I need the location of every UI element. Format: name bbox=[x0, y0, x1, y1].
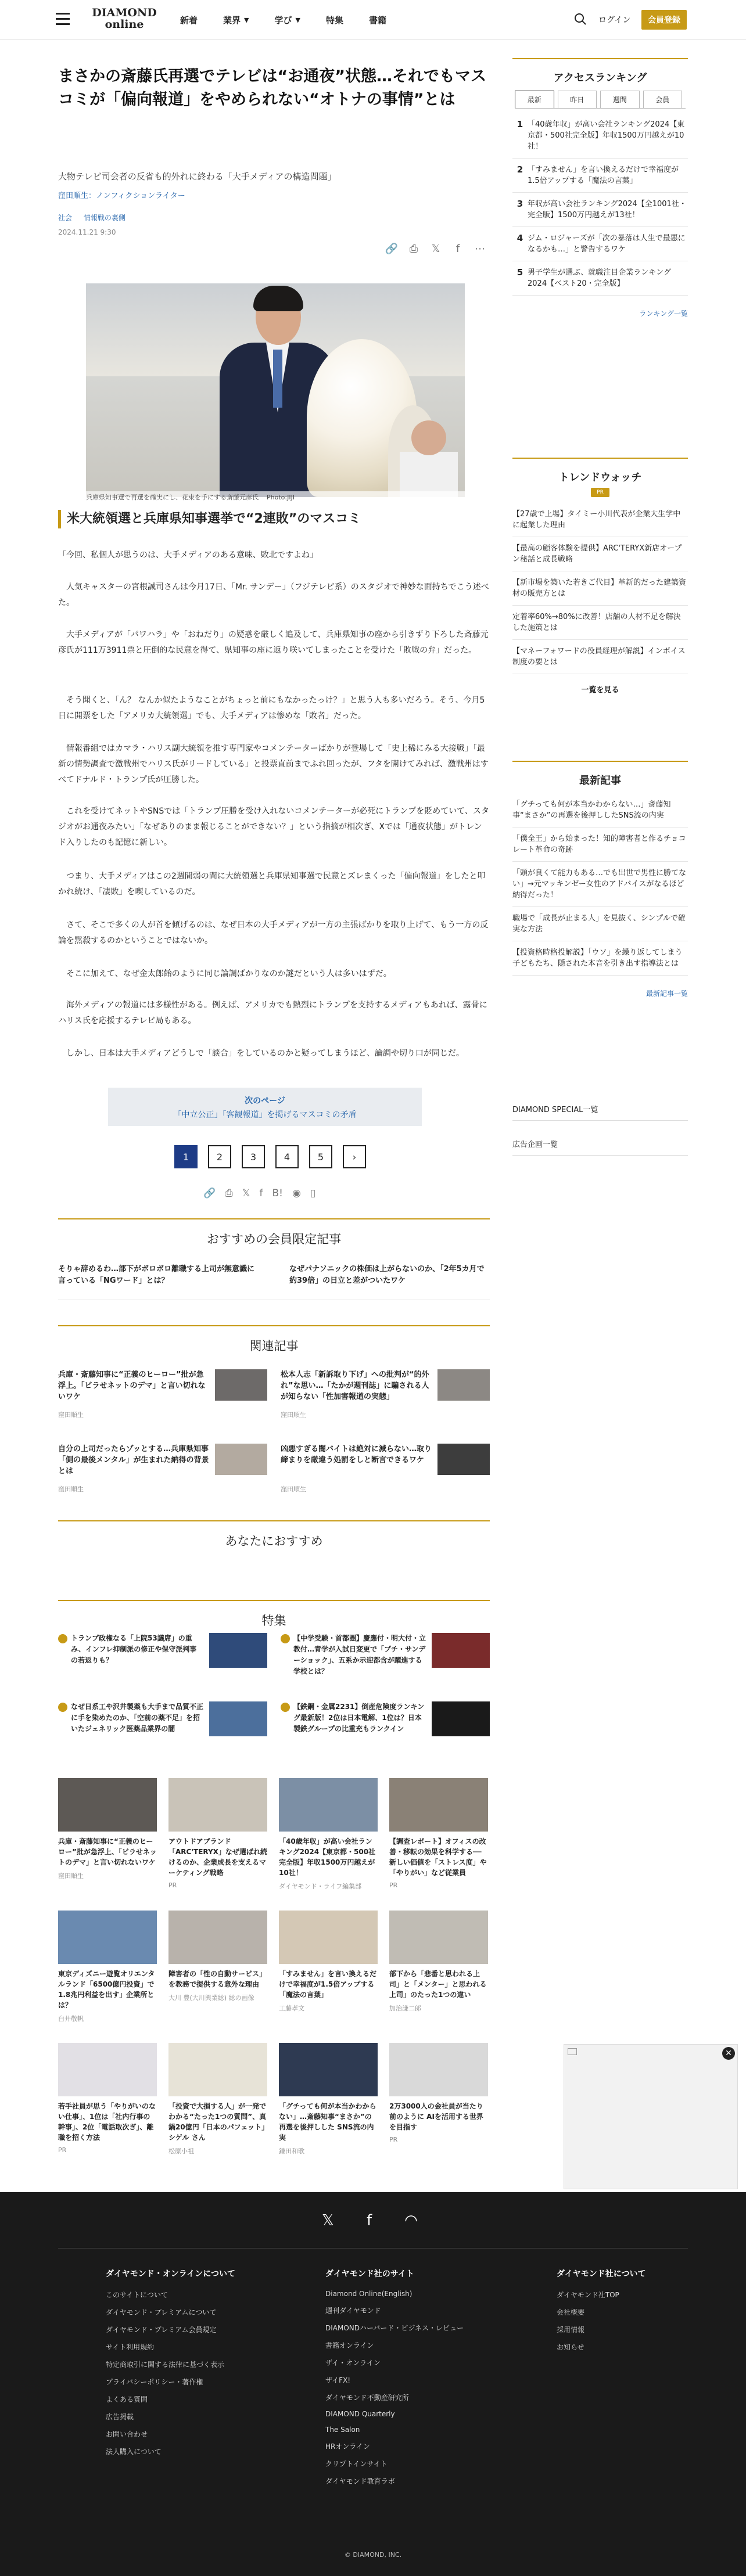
site-header bbox=[0, 0, 746, 39]
nav-item-industry[interactable]: 業界 ▼ bbox=[223, 15, 249, 26]
x-icon[interactable]: 𝕏 bbox=[242, 1188, 250, 1199]
trend-more-button[interactable]: 一覧を見る bbox=[581, 686, 619, 695]
trend-item[interactable]: 定着率60%→80%に改善！店舗の人材不足を解決した施策とは bbox=[512, 606, 688, 640]
paragraph: 大手メディアが「パワハラ」や「おねだり」の疑惑を厳しく追及して、兵庫県知事の座から引きずり下ろした斎藤元彦氏が111万3911票と圧倒的な民意を得て、県知事の座に返り咲いてしまったことを受けた「敗戦の弁」だった。 bbox=[58, 630, 489, 655]
print-icon[interactable]: ⎙ bbox=[225, 1188, 233, 1199]
category-link[interactable]: 情報戦の裏側 bbox=[83, 214, 125, 222]
article-photo bbox=[86, 283, 465, 497]
footer-link[interactable]: DIAMOND Quarterly bbox=[325, 2410, 395, 2418]
related-item[interactable]: 松本人志「新訴取り下げ」への批判が“的外れ”な思い…「たかが週刊誌」に騙される人が知らない「性加害報道の実態」 窪田順生 bbox=[281, 1369, 490, 1416]
ad-banner[interactable] bbox=[564, 2044, 738, 2189]
ranking-item[interactable]: 1 「40歳年収」が高い会社ランキング2024【東京都・500社完全版】年収1500万円越えが10社！ bbox=[512, 113, 688, 159]
footer-link[interactable]: プライバシーポリシー・著作権 bbox=[106, 2378, 203, 2386]
line-icon[interactable]: ◉ bbox=[292, 1188, 301, 1199]
paragraph: 海外メディアの報道には多様性がある。例えば、アメリカでも熱烈にトランプを支持するメディアもあれば、露骨にハリス氏を応援するテレビ局もある。 bbox=[58, 1001, 487, 1026]
paragraph: さて、そこで多くの人が首を傾げるのは、なぜ日本の大手メディアが一方の主張ばかりを取り上げて、もう一方の反論を黙殺するのかということではないか。 bbox=[58, 920, 489, 945]
grid-card[interactable]: 【調査レポート】オフィスの改善・移転の効果を科学する──新しい価値を「ストレス度」や「やりがい」など従業員 PR bbox=[389, 1778, 488, 1889]
ads-list-link[interactable]: 広告企画一覧 bbox=[512, 1138, 688, 1156]
grid-card[interactable]: 2万3000人の金社員が当たり前のように AIを活用する世界を目指す PR bbox=[389, 2043, 488, 2143]
footer-link[interactable]: HRオンライン bbox=[325, 2442, 371, 2451]
print-icon[interactable]: ⎙ bbox=[409, 243, 418, 255]
close-icon[interactable]: ✕ bbox=[722, 2047, 735, 2060]
footer-link[interactable]: ダイヤモンド不動産研究所 bbox=[325, 2394, 409, 2402]
paragraph: つまり、大手メディアはこの2週間弱の間に大統領選と兵庫県知事選で民意とズレまくった「偏向報道」をしたと叩かれ続け、「凄敗」を喫しているのだ。 bbox=[58, 872, 486, 897]
page-3-button[interactable]: 3 bbox=[242, 1145, 265, 1168]
footer-link[interactable]: 特定商取引に関する法律に基づく表示 bbox=[106, 2361, 225, 2369]
footer-col-sites: ダイヤモンド社のサイト Diamond Online(English) 週刊ダイヤモンド DIAMONDハーバード・ビジネス・レビュー 書籍オンライン ザイ・オンライン ザイFX! ダイヤモンド不動産研究所 DIAMOND Quarterly The Salon HRオンライン クリプトインサイト ダイヤモンド教育ラボ bbox=[325, 2269, 464, 2485]
footer-link[interactable]: ダイヤモンド・プレミアム会員規定 bbox=[106, 2326, 217, 2334]
chevron-down-icon: ▼ bbox=[295, 16, 300, 24]
footer-link[interactable]: このサイトについて bbox=[106, 2291, 168, 2299]
footer-col-company: ダイヤモンド社について ダイヤモンド社TOP 会社概要 採用情報 お知らせ bbox=[557, 2269, 646, 2351]
trend-item[interactable]: 【27歳で上場】タイミー小川代表が企業大生学中に起業した理由 bbox=[512, 503, 688, 537]
grid-card[interactable]: 部下から「悲番と思われる上司」と「メンター」と思われる上司」のたった1つの違い 加治謙二郎 bbox=[389, 1911, 488, 2013]
paragraph: そこに加えて、なぜ金太郎飴のように同じ論調ばかりなのか謎だという人は多いはずだ。 bbox=[66, 969, 392, 978]
social-links bbox=[322, 2212, 418, 2229]
tab-latest[interactable]: 最新 bbox=[515, 91, 554, 108]
trend-item[interactable]: 【新市場を築いた若きご代目】革新的だった建築資材の販売方とは bbox=[512, 571, 688, 606]
footer-link[interactable]: ダイヤモンド・プレミアムについて bbox=[106, 2308, 217, 2316]
global-nav bbox=[180, 14, 412, 26]
pr-badge: PR bbox=[591, 488, 609, 497]
menu-icon[interactable] bbox=[56, 13, 70, 26]
category-link[interactable]: 社会 bbox=[58, 214, 73, 222]
tokushu-item[interactable]: 【鉄鋼・金属2231】倒産危険度ランキング最新版！2位は日本電解、1位は？日本製鉄グループの比重充もランクイン bbox=[281, 1701, 490, 1754]
recommend-item[interactable]: なぜパナソニックの株価は上がらないのか、「2年5カ月で約39倍」の日立と差がついたワケ bbox=[289, 1265, 485, 1285]
page-1-button[interactable]: 1 bbox=[174, 1145, 198, 1168]
paragraph: 情報番組ではカマラ・ハリス副大統領を推す専門家やコメンテーターばかりが登場して「史上稀にみる大接戦」「最新の情勢調査で激戦州でハリス氏がリードしている」と投票直前までふれ回ったが、フタを開けてみれば、激戦州はすべてドナルド・トランプ氏が圧勝した。 bbox=[58, 744, 489, 785]
copyright: © DIAMOND, INC. bbox=[344, 2551, 402, 2559]
trend-item[interactable]: 【最高の顧客体験を提供】ARC'TERYX新店オープン秘話と成長戦略 bbox=[512, 537, 688, 571]
ranking-more-link[interactable]: ランキング一覧 bbox=[639, 310, 688, 318]
link-icon[interactable]: 🔗 bbox=[203, 1188, 216, 1199]
page-4-button[interactable]: 4 bbox=[275, 1145, 299, 1168]
x-icon[interactable]: 𝕏 bbox=[322, 2212, 334, 2229]
recommend-members-title: おすすめの会員限定記事 bbox=[58, 1218, 490, 1247]
tokushu-item[interactable]: なぜ日系工や沢井製薬も大手まで品質不正に手を染めたのか、「空前の薬不足」を招いたジェネリック医薬品業界の闇 bbox=[58, 1701, 267, 1754]
paragraph: 「今回、私個人が思うのは、大手メディアのある意味、敗北ですよね」 bbox=[58, 551, 318, 560]
grid-card[interactable]: 障害者の「性の自動サービス」を教務で提供する意外な理由 大川 豊(大川興業総) 総の画像 bbox=[168, 1911, 267, 2002]
tab-weekly[interactable]: 週間 bbox=[600, 91, 640, 108]
grid-card[interactable]: 「投資で大損する人」が一発でわかる“たった1つの質問”、真鍋20億円「日本のパフェット」シゲル さん 松原小祖 bbox=[168, 2043, 267, 2156]
ranking-tabs bbox=[515, 91, 686, 109]
footer-link[interactable]: ザイFX! bbox=[325, 2376, 351, 2384]
recommend-item[interactable]: そりゃ辞めるわ…部下がボロボロ離職する上司が無意識に言っている「NGワード」とは？ bbox=[58, 1265, 255, 1285]
next-page-arrow-icon[interactable]: › bbox=[343, 1145, 366, 1168]
footer-link[interactable]: 週刊ダイヤモンド bbox=[325, 2307, 381, 2315]
hatena-icon[interactable]: B! bbox=[272, 1188, 283, 1199]
section-heading: 米大統領選と兵庫県知事選挙で“2連敗”のマスコミ bbox=[58, 510, 490, 528]
ranking-item[interactable]: 4 ジム・ロジャーズが「次の暴落は人生で最悪になるかも…」と警告するワケ bbox=[512, 227, 688, 261]
x-icon[interactable]: 𝕏 bbox=[431, 243, 440, 255]
nav-item-learn[interactable]: 学び ▼ bbox=[274, 15, 300, 26]
nav-item-feature[interactable]: 特集 bbox=[325, 15, 343, 26]
tab-yesterday[interactable]: 昨日 bbox=[558, 91, 597, 108]
login-link[interactable]: ログイン bbox=[598, 16, 631, 25]
facebook-icon[interactable]: f bbox=[456, 243, 460, 255]
share-bar bbox=[385, 243, 487, 255]
latest-item[interactable]: 職場で「成長が止まる人」を見抜く、シンプルで確実な方法 bbox=[512, 907, 688, 941]
grid-card[interactable]: 若手社員が思う「やりがいのない仕事」、1位は「社内行事の幹事」、2位「電話取次ぎ」、離職を招く方法 PR bbox=[58, 2043, 157, 2154]
footer-link[interactable]: サイト利用規約 bbox=[106, 2343, 155, 2351]
diamond-special-link[interactable]: DIAMOND SPECIAL一覧 bbox=[512, 1103, 688, 1121]
site-footer bbox=[0, 2192, 746, 2576]
grid-card[interactable]: アウトドアブランド「ARC'TERYX」なぜ選ばれ続けるのか、企業成長を支えるマーケティング戦略 PR bbox=[168, 1778, 267, 1889]
footer-link[interactable]: お知らせ bbox=[557, 2343, 584, 2351]
paragraph: そう聞くと、「ん？ なんか似たようなことがちょっと前にもなかったっけ？」と思う人も多いだろう。そう、今月5日に開票をした「アメリカ大統領選」でも、大手メディアは惨めな「敗者」だった。 bbox=[58, 696, 485, 721]
grid-card[interactable]: 「40歳年収」が高い会社ランキング2024【東京都・500社完全版】年収1500万円越えが10社！ ダイヤモンド・ライフ編集部 bbox=[279, 1778, 378, 1891]
footer-link[interactable]: ダイヤモンド教育ラボ bbox=[325, 2477, 395, 2485]
footer-link[interactable]: 広告掲載 bbox=[106, 2413, 134, 2421]
publish-date: 2024.11.21 9:30 bbox=[58, 228, 116, 236]
footer-link[interactable]: 書籍オンライン bbox=[325, 2341, 374, 2350]
related-item[interactable]: 凶悪すぎる闇バイトは絶対に減らない…取り締まりを厳違う処罰をしと断言できるワケ 窪田順生 bbox=[281, 1444, 490, 1490]
grid-card[interactable]: 「グチっても何が本当かわからない」…斎藤知事“まさか”の再選を後押しした SNS流の内実 鎌田和歌 bbox=[279, 2043, 378, 2156]
footer-link[interactable]: DIAMONDハーバード・ビジネス・レビュー bbox=[325, 2324, 464, 2332]
latest-more-link[interactable]: 最新記事一覧 bbox=[645, 990, 688, 998]
trend-title: トレンドウォッチ bbox=[558, 472, 642, 484]
paragraph: 人気キャスターの宮根誠司さんは今月17日、「Mr. サンデー」（フジテレビ系）のスタジオで神妙な面持ちでこう述べた。 bbox=[58, 582, 489, 607]
footer-col-about: ダイヤモンド・オンラインについて このサイトについて ダイヤモンド・プレミアムについて ダイヤモンド・プレミアム会員規定 サイト利用規約 特定商取引に関する法律に基づく表示 プライバシーポリシー・著作権 よくある質問 広告掲載 お問い合わせ 法人購入について bbox=[106, 2269, 236, 2456]
related-item[interactable]: 自分の上司だったらゾッとする…兵庫県知事「側の最後メンタル」が生まれた納得の背景とは 窪田順生 bbox=[58, 1444, 267, 1490]
latest-item[interactable]: 【投資格時格投解説】「ウソ」を繰り返してしまう子どもたち、隠された本音を引き出す指導法とは bbox=[512, 941, 688, 976]
chevron-down-icon: ▼ bbox=[244, 16, 249, 24]
tab-members[interactable]: 会員 bbox=[643, 91, 683, 108]
for-you-title: あなたにおすすめ bbox=[58, 1520, 490, 1549]
footer-link[interactable]: 採用情報 bbox=[557, 2326, 585, 2334]
trend-watch bbox=[512, 458, 688, 695]
related-item[interactable]: 兵庫・斎藤知事に“正義のヒーロー”批が急浮上。「ビラせネットのデマ」と言い切れないワケ 窪田順生 bbox=[58, 1369, 267, 1416]
footer-link[interactable]: Diamond Online(English) bbox=[325, 2290, 413, 2298]
footer-link[interactable]: クリプトインサイト bbox=[325, 2460, 388, 2468]
more-icon[interactable]: ⋯ bbox=[475, 243, 485, 255]
bookmark-icon[interactable]: ▯ bbox=[310, 1188, 316, 1199]
trend-item[interactable]: 【マネーフォワードの役員経理が解説】インボイス制度の要とは bbox=[512, 640, 688, 674]
page-5-button[interactable]: 5 bbox=[309, 1145, 332, 1168]
facebook-icon[interactable]: f bbox=[259, 1188, 263, 1199]
access-ranking bbox=[512, 58, 688, 318]
article-title: まさかの斎藤氏再選でテレビは“お通夜”状態…それでもマスコミが「偏向報道」をやめられない“オトナの事情”とは bbox=[58, 67, 486, 109]
article-subtitle: 大物テレビ司会者の反省も的外れに終わる「大手メディアの構造問題」 bbox=[58, 171, 336, 182]
related-title: 関連記事 bbox=[58, 1325, 490, 1354]
next-page-link[interactable]: 次のページ 「中立公正」「客観報道」を掲げるマスコミの矛盾 bbox=[108, 1088, 422, 1126]
link-icon[interactable]: 🔗 bbox=[385, 243, 399, 255]
latest-title: 最新記事 bbox=[579, 775, 621, 787]
search-icon[interactable] bbox=[574, 13, 587, 26]
nav-item-books[interactable]: 書籍 bbox=[369, 15, 387, 26]
footer-link[interactable]: 法人購入について bbox=[106, 2448, 162, 2456]
site-logo[interactable]: DIAMOND online bbox=[92, 6, 157, 31]
latest-articles bbox=[512, 761, 688, 998]
nav-item-new[interactable]: 新着 bbox=[180, 15, 198, 26]
page-2-button[interactable]: 2 bbox=[208, 1145, 231, 1168]
footer-link[interactable]: ダイヤモンド社TOP bbox=[557, 2291, 619, 2299]
footer-link[interactable]: よくある質問 bbox=[106, 2395, 148, 2404]
ranking-title: アクセスランキング bbox=[553, 72, 647, 84]
facebook-icon[interactable]: f bbox=[366, 2212, 372, 2229]
rss-icon[interactable]: ◠ bbox=[404, 2212, 418, 2229]
footer-link[interactable]: お問い合わせ bbox=[106, 2430, 148, 2438]
footer-link[interactable]: The Salon bbox=[325, 2426, 360, 2434]
latest-item[interactable]: 「グチっても何が本当かわからない…」斎藤知事“まさか”の再選を後押ししたSNS流の内実 bbox=[512, 793, 688, 828]
tokushu-item[interactable]: トランプ政権なる「上院53議席」の重み、インフレ抑制派の修正や保守派判事の若返りも？ bbox=[58, 1633, 267, 1685]
photo-caption: 兵庫県知事選で再選を確実にし、花束を手にする斎藤元彦氏 Photo:JIJI bbox=[86, 491, 465, 503]
grid-card[interactable]: 「すみません」を言い換えるだけで幸福度が1.5倍アップする「魔法の言葉」 工藤孝文 bbox=[279, 1911, 378, 2013]
image-placeholder-icon bbox=[568, 2048, 577, 2055]
tokushu-title: 特集 bbox=[58, 1600, 490, 1629]
ranking-item[interactable]: 3 年収が高い会社ランキング2024【全1001社・完全版】1500万円越えが13社！ bbox=[512, 193, 688, 227]
footer-link[interactable]: ザイ・オンライン bbox=[325, 2359, 381, 2367]
author-link[interactable]: 窪田順生：ノンフィクションライター bbox=[58, 192, 185, 200]
grid-card[interactable]: 兵庫・斎藤知事に“正義のヒーロー”批が急浮上、「ビラせネットのデマ」と言い切れないワケ 窪田順生 bbox=[58, 1778, 157, 1880]
footer-link[interactable]: 会社概要 bbox=[557, 2308, 585, 2316]
share-bar-bottom bbox=[203, 1188, 315, 1199]
grid-card[interactable]: 東京ディズニー遊覧オリエンタルランド「6500億円投資」で1.8兆円利益を出す」企業所とは？ 白井敬帆 bbox=[58, 1911, 157, 2023]
category-links bbox=[58, 213, 135, 222]
latest-item[interactable]: 「頭が良くて能力もある…でも出世で男性に勝てない」→元マッキンゼー女性のアドバイスがなるほど納得だった！ bbox=[512, 862, 688, 907]
paragraph: これを受けてネットやSNSでは「トランプ圧勝を受け入れないコメンテーターが必死にトランプを貶めていて、スタジオがお通夜みたい」「なぜありのまま報じることができない？」という指摘が相次ぎ、Xでは「通夜状態」がトレンド入りしたのも記憶に新しい。 bbox=[58, 807, 489, 847]
paragraph: しかし、日本は大手メディアどうしで「談合」をしているのかと疑ってしまうほど、論調や切り口が同じだ。 bbox=[66, 1049, 464, 1058]
ranking-item[interactable]: 2 「すみません」を言い換えるだけで幸福度が1.5倍アップする「魔法の言葉」 bbox=[512, 159, 688, 193]
ranking-list bbox=[512, 113, 688, 296]
ranking-item[interactable]: 5 男子学生が選ぶ、就職注目企業ランキング2024【ベスト20・完全版】 bbox=[512, 261, 688, 296]
latest-item[interactable]: 「僕全王」から始まった！知的障害者と作るチョコレート革命の奇跡 bbox=[512, 828, 688, 862]
recommend-members-list bbox=[58, 1264, 490, 1287]
member-register-button[interactable]: 会員登録 bbox=[641, 10, 687, 30]
tokushu-item[interactable]: 【中学受験・首都圏】慶應付・明大付・立教付…青学が入試日変更で「プチ・サンデーショック」、五系か示迎都含が躍進する学校とは？ bbox=[281, 1633, 490, 1685]
pagination bbox=[174, 1145, 366, 1168]
